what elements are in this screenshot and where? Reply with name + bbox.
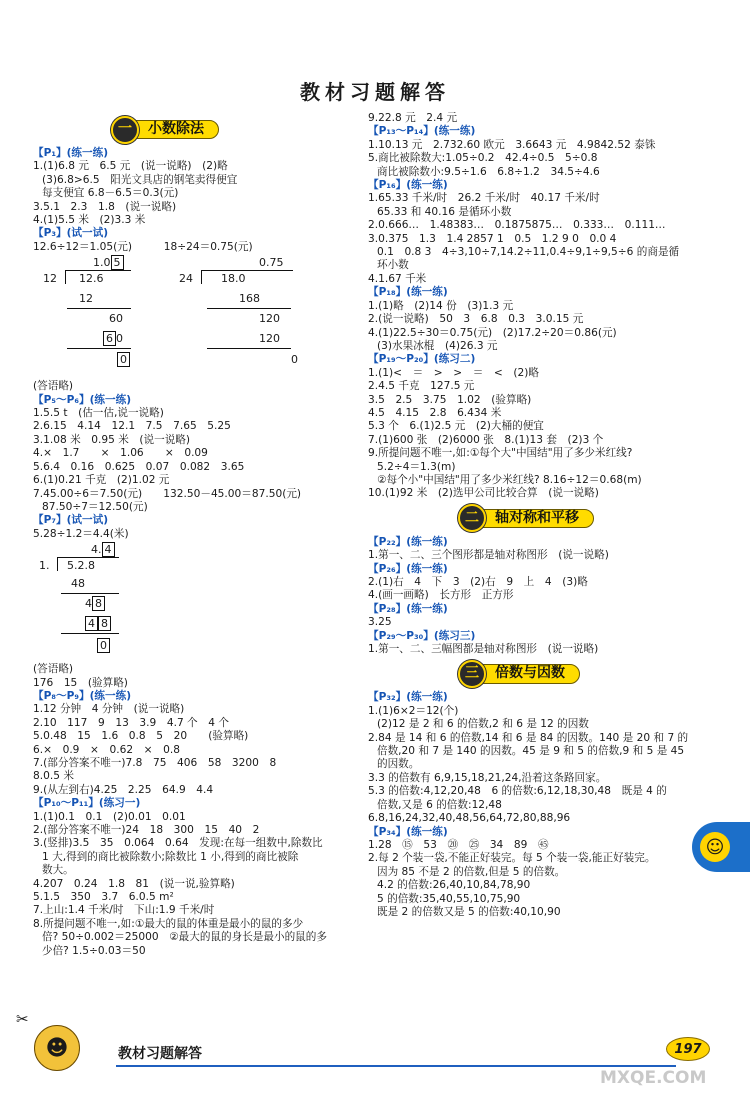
answer-line: 12.6÷12＝1.05(元) 18÷24＝0.75(元) <box>33 240 253 253</box>
answer-line: 4.(1)5.5 米 (2)3.3 米 <box>33 214 146 227</box>
answer-list <box>368 536 713 657</box>
answer-line: 1.(1)6×2＝12(个) <box>368 704 459 717</box>
answer-line: 数大。 <box>42 864 74 877</box>
answer-line: 2.84 是 14 和 6 的倍数,14 和 6 是 84 的因数。140 是 20 和 7 的 <box>368 731 689 744</box>
answer-line: 4.(1)22.5÷30＝0.75(元) (2)17.2÷20＝0.86(元) <box>368 326 617 339</box>
answer-line: ②每个小"中国结"用了多少米红线? 8.16÷12＝0.68(m) <box>377 473 642 486</box>
quotient-box-digit: 5 <box>111 255 124 270</box>
quotient-box-digit: 4 <box>102 542 115 557</box>
answer-line: 少倍? 1.5÷0.03＝50 <box>42 944 146 957</box>
answer-line: 倍? 50÷0.002＝25000 ②最大的鼠的身长是最小的鼠的多 <box>42 931 327 944</box>
dividend: 18.0 <box>221 272 246 286</box>
answer-line: (2)12 是 2 和 6 的倍数,2 和 6 是 12 的因数 <box>377 718 589 731</box>
answer-line: 7.(部分答案不唯一)7.8 75 406 58 3200 8 <box>33 756 277 769</box>
answer-line: 3.25 <box>368 616 392 629</box>
section-heading-decimal-division <box>111 116 363 143</box>
exercise-page-tag: 【P₂₂】(练一练) <box>368 535 448 548</box>
answer-line: 4.207 0.24 1.8 81 (说一说,验算略) <box>33 877 235 890</box>
answer-line: 4.2 的倍数:26,40,10,84,78,90 <box>377 879 531 892</box>
answer-line: 87.50÷7＝12.50(元) <box>42 500 148 513</box>
answer-line: 5.0.48 15 1.6 0.8 5 20 (验算略) <box>33 730 249 743</box>
subtract-row: 120 <box>259 332 280 346</box>
answer-line: 9.所提问题不唯一,如:①每个大"中国结"用了多少米红线? <box>368 447 633 460</box>
answer-line: 1.28 ⑮ 53 ⑳ ㉕ 34 89 ㊺ <box>368 838 549 851</box>
section-heading-symmetry-translation <box>458 505 713 532</box>
answer-line: 8.所提问题不唯一,如:①最大的鼠的体重是最小的鼠的多少 <box>33 917 304 930</box>
answer-line: 9.22.8 元 2.4 元 <box>368 112 458 124</box>
answer-line: 5.6.4 0.16 0.625 0.07 0.082 3.65 <box>33 460 245 473</box>
exercise-page-tag: 【P₁₈】(练一练) <box>368 286 448 299</box>
answer-line: (答语略) <box>33 663 74 676</box>
boxed-digit: 4 <box>85 616 98 631</box>
answer-line: 1.65.33 千米/时 26.2 千米/时 40.17 千米/时 <box>368 192 600 205</box>
exercise-page-tag: 【P₂₈】(练一练) <box>368 602 448 615</box>
divisor: 24 <box>179 272 193 286</box>
answer-line: 1.5.5 t (估一估,说一说略) <box>33 407 164 420</box>
answer-line: 2.0.666… 1.48383… 0.1875875… 0.333… 0.111… <box>368 219 666 232</box>
answer-line: 4.5 4.15 2.8 6.434 米 <box>368 406 502 419</box>
answer-line: 的因数。 <box>377 758 420 771</box>
long-division-pair <box>33 254 363 380</box>
page-title: 教材习题解答 <box>300 80 450 104</box>
digit: 0 <box>116 332 123 346</box>
boxed-digit: 8 <box>98 616 111 631</box>
answer-line: 65.33 和 40.16 是循环小数 <box>377 205 512 218</box>
answer-line: 3.3 的倍数有 6,9,15,18,21,24,沿着这条路回家。 <box>368 771 607 784</box>
section-heading-multiples-factors <box>458 660 713 687</box>
smiley-face-icon: ☺ <box>700 832 730 862</box>
answer-line: 5.3 个 6.(1)2.5 元 (2)大桶的便宜 <box>368 420 544 433</box>
exercise-page-tag: 【P₅～P₆】(练一练) <box>33 393 132 406</box>
exercise-page-tag: 【P₃₄】(练一练) <box>368 825 448 838</box>
answer-line: 3.1.08 米 0.95 米 (说一说略) <box>33 433 191 446</box>
subtract-row: 48 <box>71 577 85 591</box>
dividend: 5.2.8 <box>67 559 95 573</box>
answer-line: (答语略) <box>33 380 74 393</box>
final-remainder: 0 <box>117 352 130 367</box>
answer-line: 6.(1)0.21 千克 (2)1.02 元 <box>33 474 170 487</box>
exercise-page-tag: 【P₃₂】(练一练) <box>368 691 448 704</box>
long-division-calc <box>37 256 147 380</box>
answer-line: 5.1.5 350 3.7 6.0.5 m² <box>33 891 174 904</box>
answer-line: 倍数,又是 6 的倍数:12,48 <box>377 798 502 811</box>
answer-line: 5.3 的倍数:4,12,20,48 6 的倍数:6,12,18,30,48 既是 4 的 <box>368 785 667 798</box>
exercise-page-tag: 【P₈～P₉】(练一练) <box>33 689 132 702</box>
answer-line: 2.4.5 千克 127.5 元 <box>368 380 475 393</box>
exercise-page-tag: 【P₁₆】(练一练) <box>368 179 448 192</box>
answer-line: 0.1 0.8 3 4÷3,10÷7,14.2÷11,0.4÷9,1÷9,5÷6 的商是循 <box>377 246 680 259</box>
answer-line: 176 15 (验算略) <box>33 676 128 689</box>
answer-line: 1.第一、二、三幅图都是轴对称图形 (说一说略) <box>368 643 599 656</box>
exercise-page-tag: 【P₂₉～P₃₀】(练习三) <box>368 629 476 642</box>
subtract-row: 12 <box>79 292 93 306</box>
long-division-calc <box>37 543 147 661</box>
exercise-page-tag: 【P₃】(试一试) <box>33 227 109 240</box>
answer-list <box>33 147 363 254</box>
answer-line: (3)6.8>6.5 阳光文具店的钢笔卖得便宜 <box>42 173 238 186</box>
answer-line: 每支便宜 6.8－6.5＝0.3(元) <box>42 187 179 200</box>
answer-list <box>33 380 363 541</box>
answer-line: 4.(画一画略) 长方形 正方形 <box>368 589 514 602</box>
boxed-digit: 6 <box>103 331 116 346</box>
left-column <box>33 112 363 958</box>
answer-line: 2.6.15 4.14 12.1 7.5 7.65 5.25 <box>33 420 231 433</box>
right-column <box>368 112 713 919</box>
side-tab-decoration <box>692 822 750 872</box>
divisor: 1. <box>39 559 50 573</box>
answer-line: 4.× 1.7 × 1.06 × 0.09 <box>33 447 208 460</box>
scissors-icon: ✂ <box>16 1010 29 1028</box>
answer-line: 因为 85 不是 2 的倍数,但是 5 的倍数。 <box>377 865 566 878</box>
cartoon-mascot-icon: ☻ <box>34 1025 80 1071</box>
subtract-row: 168 <box>239 292 260 306</box>
boxed-digit: 8 <box>92 596 105 611</box>
answer-line: 1.12 分钟 4 分钟 (说一说略) <box>33 703 185 716</box>
watermark-text: MXQE.COM <box>600 1068 707 1088</box>
dividend: 12.6 <box>79 272 104 286</box>
final-remainder: 0 <box>97 638 110 653</box>
answer-line: 2.10 117 9 13 3.9 4.7 个 4 个 <box>33 716 229 729</box>
answer-line: 1 大,得到的商比被除数小;除数比 1 小,得到的商比被除 <box>42 850 299 863</box>
answer-list <box>33 663 363 958</box>
answer-line: 1.10.13 元 2.732.60 欧元 3.6643 元 4.9842.52 泰铢 <box>368 138 656 151</box>
final-remainder: 0 <box>291 353 298 367</box>
section-number-badge: 一 <box>111 116 139 144</box>
answer-line: 2.每 2 个装一袋,不能正好装完。每 5 个装一袋,能正好装完。 <box>368 852 656 865</box>
answer-list <box>368 691 713 919</box>
answer-line: 5.28÷1.2＝4.4(米) <box>33 527 129 540</box>
exercise-page-tag: 【P₁₃～P₁₄】(练一练) <box>368 125 476 138</box>
exercise-page-tag: 【P₂₆】(练一练) <box>368 562 448 575</box>
answer-line: 倍数,20 和 7 是 140 的因数。45 是 9 和 5 的倍数,9 和 5 是 45 <box>377 745 685 758</box>
section-number-badge: 三 <box>458 660 486 688</box>
answer-line: 1.(1)< ＝ > > ＝ < (2)略 <box>368 366 539 379</box>
section-title: 小数除法 <box>135 120 219 139</box>
remainder-row: 60 <box>109 312 123 326</box>
answer-line: 1.(1)0.1 0.1 (2)0.01 0.01 <box>33 810 186 823</box>
answer-line: 8.0.5 米 <box>33 770 74 783</box>
section-number-badge: 二 <box>458 504 486 532</box>
answer-line: 5.2÷4＝1.3(m) <box>377 460 456 473</box>
answer-line: 既是 2 的倍数又是 5 的倍数:40,10,90 <box>377 905 561 918</box>
answer-line: 1.(1)略 (2)14 份 (3)1.3 元 <box>368 299 514 312</box>
divisor: 12 <box>43 272 57 286</box>
answer-line: 7.45.00÷6＝7.50(元) 132.50－45.00＝87.50(元) <box>33 487 302 500</box>
exercise-page-tag: 【P₁₀～P₁₁】(练习一) <box>33 797 141 810</box>
answer-list <box>368 112 713 501</box>
footer-title: 教材习题解答 <box>118 1046 202 1062</box>
footer-rule <box>116 1065 676 1067</box>
exercise-page-tag: 【P₁】(练一练) <box>33 147 109 159</box>
section-title: 倍数与因数 <box>482 664 580 683</box>
answer-line: 9.(从左到右)4.25 2.25 64.9 4.4 <box>33 783 214 796</box>
page-number: 197 <box>666 1037 710 1061</box>
answer-line: 6.8,16,24,32,40,48,56,64,72,80,88,96 <box>368 812 571 825</box>
answer-line: 6.× 0.9 × 0.62 × 0.8 <box>33 743 180 756</box>
answer-line: 10.(1)92 米 (2)选甲公司比较合算 (说一说略) <box>368 487 599 500</box>
quotient: 1.0 <box>93 256 111 270</box>
answer-line: 1.(1)6.8 元 6.5 元 (说一说略) (2)略 <box>33 160 228 173</box>
answer-line: 5.商比被除数大:1.05÷0.2 42.4÷0.5 5÷0.8 <box>368 152 598 165</box>
answer-line: 商比被除数小:9.5÷1.6 6.8÷1.2 34.5÷4.6 <box>377 165 600 178</box>
answer-line: 3.0.375 1.3 1.4 2857 1 0.5 1.2 9 0 0.0 4 <box>368 232 617 245</box>
remainder-row: 120 <box>259 312 280 326</box>
answer-line: 7.(1)600 张 (2)6000 张 8.(1)13 套 (2)3 个 <box>368 433 604 446</box>
digit: 4 <box>85 597 92 611</box>
answer-line: 7.上山:1.4 千米/时 下山:1.9 千米/时 <box>33 904 215 917</box>
long-division-calc <box>171 256 301 380</box>
answer-line: 3.5.1 2.3 1.8 (说一说略) <box>33 200 177 213</box>
quotient: 4. <box>91 543 102 557</box>
answer-line: 环小数 <box>377 259 409 272</box>
exercise-page-tag: 【P₇】(试一试) <box>33 514 109 527</box>
answer-line: 4.1.67 千米 <box>368 272 427 285</box>
answer-line: 1.第一、二、三个图形都是轴对称图形 (说一说略) <box>368 549 609 562</box>
answer-line: 2.(说一说略) 50 3 6.8 0.3 3.0.15 元 <box>368 313 584 326</box>
quotient: 0.75 <box>259 256 284 270</box>
exercise-page-tag: 【P₁₉～P₂₀】(练习二) <box>368 353 476 366</box>
answer-line: 3.(竖排)3.5 35 0.064 0.64 发现:在每一组数中,除数比 <box>33 837 323 850</box>
answer-line: 2.(部分答案不唯一)24 18 300 15 40 2 <box>33 824 260 836</box>
answer-line: (3)水果冰棍 (4)26.3 元 <box>377 339 498 352</box>
answer-line: 3.5 2.5 3.75 1.02 (验算略) <box>368 393 532 406</box>
answer-line: 2.(1)右 4 下 3 (2)右 9 上 4 (3)略 <box>368 576 588 588</box>
answer-line: 5 的倍数:35,40,55,10,75,90 <box>377 892 521 905</box>
section-title: 轴对称和平移 <box>482 509 594 528</box>
